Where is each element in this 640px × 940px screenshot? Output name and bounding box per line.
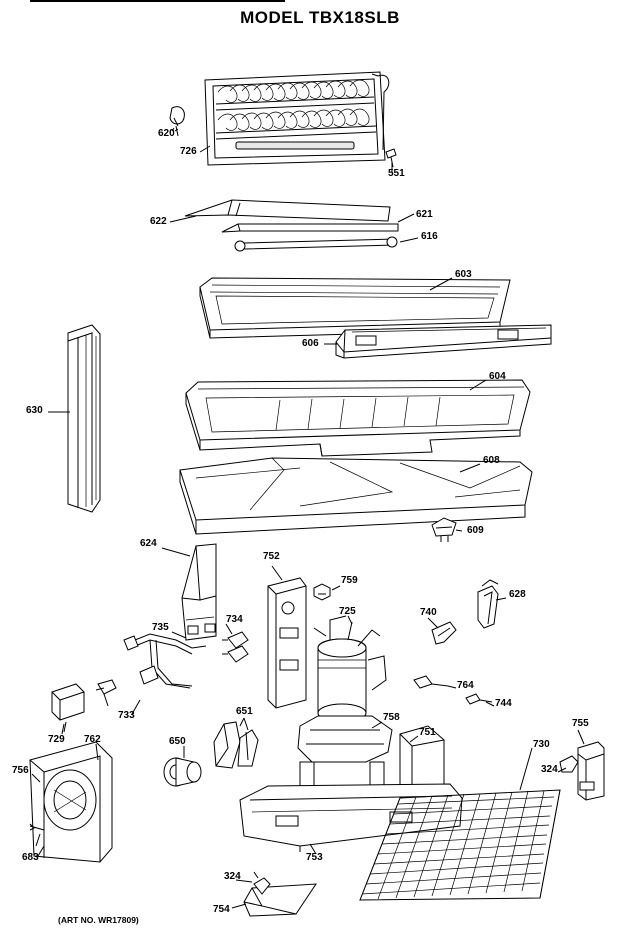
callout-551: 551 — [388, 168, 405, 179]
callout-606: 606 — [302, 338, 319, 349]
part-759-nut — [314, 584, 330, 600]
part-725-compressor — [314, 616, 386, 722]
callout-764: 764 — [457, 680, 474, 691]
part-622-shield — [185, 200, 390, 221]
part-551-screw — [386, 149, 396, 167]
callout-650: 650 — [169, 736, 186, 747]
callout-726: 726 — [180, 146, 197, 157]
art-number: (ART NO. WR17809) — [58, 915, 139, 925]
part-735-harness — [124, 634, 206, 688]
part-733-connector — [96, 680, 116, 706]
callout-729: 729 — [48, 734, 65, 745]
part-628-overload — [478, 580, 498, 628]
part-651-drain — [214, 718, 258, 768]
callout-730: 730 — [533, 739, 550, 750]
part-624-duct — [182, 544, 216, 640]
part-620-clip — [170, 107, 184, 126]
callout-734: 734 — [226, 614, 243, 625]
callout-735: 735 — [152, 622, 169, 633]
part-621-bar — [222, 224, 398, 232]
callout-603: 603 — [455, 269, 472, 280]
part-734-terminal — [222, 632, 248, 662]
page-title: MODEL TBX18SLB — [240, 8, 400, 27]
callout-759: 759 — [341, 575, 358, 586]
callout-751: 751 — [419, 727, 436, 738]
callout-744: 744 — [495, 698, 512, 709]
callout-754: 754 — [213, 904, 230, 915]
part-726-evaporator — [205, 72, 389, 165]
part-616-rod — [235, 237, 397, 251]
part-754-wedge — [244, 884, 316, 916]
callout-630: 630 — [26, 405, 43, 416]
callout-621: 621 — [416, 209, 433, 220]
callout-324-right: 324 — [541, 764, 558, 775]
callout-683: 683 — [22, 852, 39, 863]
part-650-grommet — [164, 758, 201, 786]
callout-740: 740 — [420, 607, 437, 618]
callout-620: 620 — [158, 128, 175, 139]
part-764-screw — [414, 676, 448, 688]
callout-628: 628 — [509, 589, 526, 600]
part-608-pan — [180, 458, 532, 534]
callout-762: 762 — [84, 734, 101, 745]
callout-651: 651 — [236, 706, 253, 717]
callout-752: 752 — [263, 551, 280, 562]
callout-324-bottom: 324 — [224, 871, 241, 882]
part-606-frame — [336, 325, 551, 358]
callout-733: 733 — [118, 710, 135, 721]
callout-756: 756 — [12, 765, 29, 776]
callout-616: 616 — [421, 231, 438, 242]
part-756-shroud — [30, 742, 112, 862]
part-630-rail — [68, 325, 100, 512]
part-729-relay — [52, 684, 84, 732]
part-604-shelf — [186, 380, 530, 456]
part-752-bracket — [268, 578, 306, 708]
callout-624: 624 — [140, 538, 157, 549]
callout-609: 609 — [467, 525, 484, 536]
callout-608: 608 — [483, 455, 500, 466]
part-755-bracket — [578, 742, 604, 800]
callout-725: 725 — [339, 606, 356, 617]
callout-758: 758 — [383, 712, 400, 723]
callout-755: 755 — [572, 718, 589, 729]
part-758-base — [296, 716, 392, 790]
callout-753: 753 — [306, 852, 323, 863]
callout-622: 622 — [150, 216, 167, 227]
callout-604: 604 — [489, 371, 506, 382]
